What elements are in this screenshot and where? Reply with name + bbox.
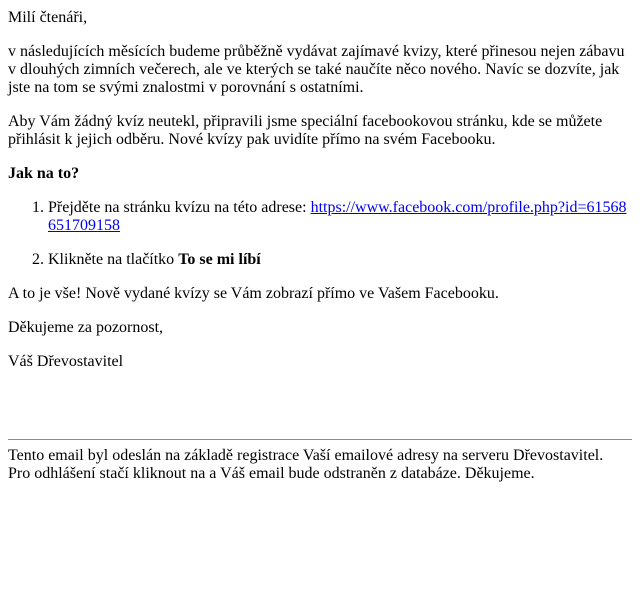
- step-item-2: [48, 251, 632, 269]
- facebook-profile-link[interactable]: https://www.facebook.com/profile.php?id=61568651709158: [48, 199, 627, 234]
- greeting: Milí čtenáři,: [8, 9, 88, 26]
- footer-divider: [8, 439, 632, 440]
- steps-list: [8, 199, 632, 269]
- step-1-text: Přejděte na stránku kvízu na této adrese:: [48, 199, 311, 216]
- step-2-text: Klikněte na tlačítko: [48, 251, 179, 268]
- step-item-1: [48, 199, 632, 235]
- facebook-paragraph: Aby Vám žádný kvíz neutekl, připravili jsme speciální facebookovou stránku, kde se můžete přihlásit k jejich odběru. Nové kvízy pak uvidíte přímo na svém Facebooku.: [8, 113, 603, 148]
- footer-line-1: Tento email byl odeslán na základě registrace Vaší emailové adresy na serveru Dřevostavitel.: [8, 447, 604, 464]
- footer: [8, 447, 632, 483]
- how-to-heading: Jak na to?: [8, 165, 80, 182]
- thanks-line: Děkujeme za pozornost,: [8, 319, 164, 336]
- like-button-label: To se mi líbí: [178, 251, 261, 268]
- intro-paragraph: v následujících měsících budeme průběžně vydávat zajímavé kvizy, které přinesou nejen zábavu v dlouhých zimních večerech, ale ve kterých se také naučíte něco nového. Navíc se dozvíte, jak jste na tom se svými znalostmi v porovnání s ostatními.: [8, 43, 625, 96]
- signature: Váš Dřevostavitel: [8, 353, 124, 370]
- closing-line: A to je vše! Nově vydané kvízy se Vám zobrazí přímo ve Vašem Facebooku.: [8, 285, 499, 302]
- footer-line-2: Pro odhlášení stačí kliknout na a Váš email bude odstraněn z databáze. Děkujeme.: [8, 465, 535, 482]
- spacer: [8, 387, 632, 439]
